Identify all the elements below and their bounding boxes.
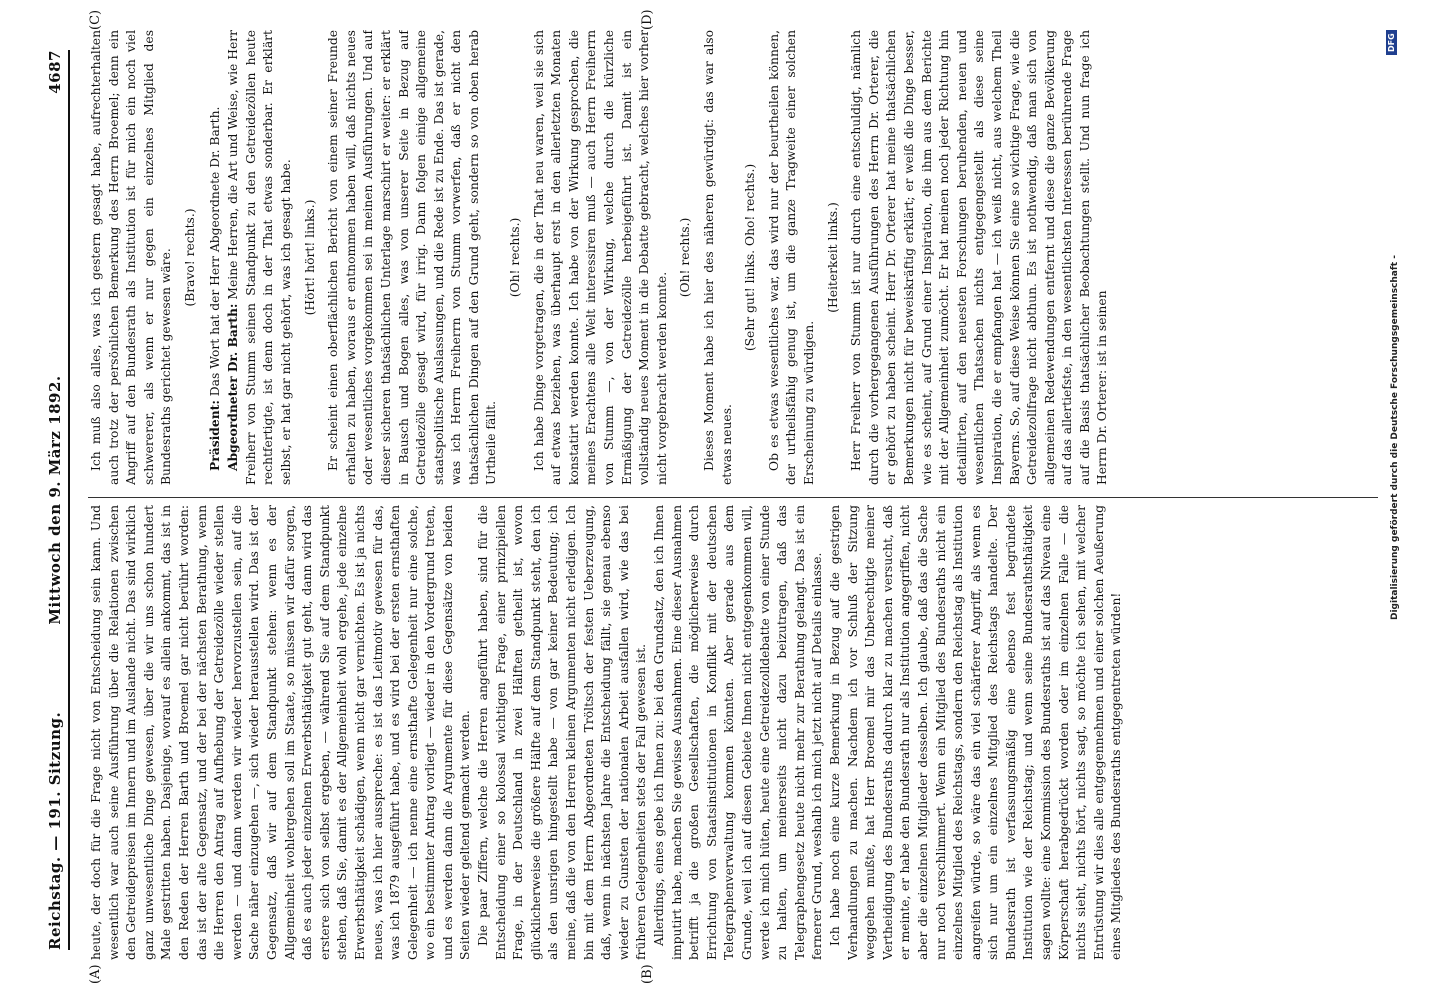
paragraph: heute, der doch für die Frage nicht von Entscheidung sein kann. Und wesentlich war auch seine Ausführung über die Relationen zwischen den Getreidepreisen im Innern und im Auslande nicht. Das sind wirklich ganz unwesentliche Dinge gewesen, über die wir uns schon hundert Male gestritten haben. Dasjenige, worauf es allein ankommt, das ist in den Reden der Herren Barth und Broemel gar nicht berührt worden: das ist der alte Gegensatz, und der bei der nächsten Berathung, wenn die Herren den Antrag auf Aufhebung der Getreidezölle wieder stellen werden — und dann werden wir wieder hervorzustellen sein, auf die Sache näher einzugehen —, sich wieder herausstellen wird. Das ist der Gegensatz, daß wir auf dem Standpunkt stehen: wenn es der Allgemeinheit wohlergehen soll im Staate, so müssen wir dafür sorgen, daß es auch jeder einzelnen Erwerbsthätigkeit gut geht, dann wird das erstere sich von selbst ergeben, — während Sie auf dem Standpunkt stehen, daß Sie, damit es der Allgemeinheit wohl ergehe, jede einzelne Erwerbsthätigkeit schädigen, wenn nicht gar vernichten. Es ist ja nichts neues, was ich hier ausspreche: es ist das Leitmotiv gewesen für das, was ich 1879 ausgeführt habe, und es wird bei der ersten ernsthaften Gelegenheit — ich nenne eine ernsthafte Gelegenheit nur eine solche, wo ein bestimmter Antrag vorliegt — wieder in den Vordergrund treten, und es werden dann die Argumente für diese Gegensätze von beiden Seiten wieder geltend gemacht werden. <box>89 505 473 960</box>
right-column <box>88 30 1378 485</box>
margin-marker-a: (A) <box>88 964 103 984</box>
paragraph: Er scheint einen oberflächlichen Bericht von einem seiner Freunde erhalten zu haben, woraus er entnommen haben will, daß nichts neues oder wesentliches vorgekommen sei in meinen Ausführungen. Und auf dieser sicheren thatsächlichen Unterlage marschirt er weiter: er erklärt in Bausch und Bogen alles, was von unserer Seite in Bezug auf Getreidezölle gesagt wird, für irrig. Dann folgen einige allgemeine staatspolitische Auslassungen, und die Rede ist zu Ende. Das ist gerade, was ich Herrn Freiherrn von Stumm vorwerfen, daß er nicht den thatsächlichen Dingen auf den Grund geht, sondern so von oben herab Urtheile fällt. <box>326 30 499 485</box>
speaker-name: Abgeordneter Dr. Barth: <box>225 303 241 471</box>
column-divider <box>88 497 1378 498</box>
paragraph: Ich habe noch eine kurze Bemerkung in Bezug auf die gestrigen Verhandlungen zu machen. Nachdem ich vor Schluß der Sitzung weggehen mußte, hat Herr Broemel mir das Unberechtigte meiner Vertheidigung des Bundesraths dadurch klar zu machen versucht, daß er meinte, er habe den Bundesrath nur als Institution angegriffen, nicht aber die einzelnen Mitglieder desselben. Ich glaube, daß das die Sache nur noch verschlimmert. Wenn ein Mitglied des Bundesraths nicht ein einzelnes Mitglied des Reichstags, sondern den Reichstag als Institution angreifen würde, so wäre das ein viel schärferer Angriff, als wenn es sich nur um ein einzelnes Mitglied des Reichstags handelte. Der Bundesrath ist verfassungsmäßig eine ebenso fest begründete Institution wie der Reichstag; und wenn seine Bundesrathsthätigkeit sagen wollte: eine Kommission des Bundesraths ist auf das Niveau eine Körperschaft herabgedrückt worden oder im einzelnen Falle — die nichts sieht, nichts hört, nichts sagt, so möchte ich sehen, mit welcher Entrüstung wir dies alle entgegennehmen und einer solchen Aeußerung eines Mitgliedes des Bundesraths entgegentreten würden! <box>827 505 1124 960</box>
paragraph: Die paar Ziffern, welche die Herren angeführt haben, sind für die Entscheidung einer so kolossal wichtigen Frage, einer prinzipiellen Frage, in der Deutschland in zwei Hälften getheilt ist, wovon glücklicherweise die größere Hälfte auf dem Standpunkt steht, den ich als den unsrigen hingestellt habe — von gar keiner Bedeutung; ich meine, daß die von den Herren kleinen Argumenten nicht erledigen. Ich bin mit dem Herrn Abgeordneten Tröltsch der festen Ueberzeugung, daß, wenn in nächsten Jahre die Entscheidung fällt, sie genau ebenso wieder zu Gunsten der nationalen Arbeit ausfallen wird, wie das bei früheren Gelegenheiten stets der Fall gewesen ist. <box>476 505 649 960</box>
reaction-note: (Bravo! rechts.) <box>182 208 197 307</box>
header-date: Mittwoch den 9. März 1892. <box>46 375 64 625</box>
speech-text: Meine Herren, die Art und Weise, wie Herr Freiherr von Stumm seinen Standpunkt zu den Getreidezöllen heute rechtfertigte, ist denn doch in der That etwas sonderbar. Er erklärt selbst, er hat gar nicht gehört, was ich gesagt habe. <box>226 30 293 485</box>
reaction-note: (Heiterkeit links.) <box>825 202 840 313</box>
reaction-note: (Oh! rechts.) <box>508 217 523 298</box>
margin-marker-d: (D) <box>640 9 655 30</box>
speaker-paragraph <box>224 30 295 485</box>
reaction-note: (Sehr gut! links. Oho! rechts.) <box>743 163 758 352</box>
reaction-note: (Oh! rechts.) <box>678 217 693 298</box>
paragraph: Ich habe Dinge vorgetragen, die in der That neu waren, weil sie sich auf etwas beziehen, was überhaupt erst in den allerletzten Monaten konstatirt werden konnte. Ich habe von der Wirkung gesprochen, die meines Erachtens alle Welt interessiren muß — auch Herrn Freiherrn von Stumm —, von der Wirkung, welche durch die kürzliche Ermäßigung der Getreidezölle herbeigeführt ist. Damit ist ein vollständig neues Moment in die Debatte gebracht, welches hier vorher nicht vorgebracht werden konnte. <box>531 30 669 485</box>
margin-marker-c: (C) <box>88 9 103 30</box>
page-header <box>40 50 70 950</box>
left-column <box>88 505 1378 960</box>
digitization-credit: Digitalisierung gefördert durch die Deutsche Forschungsgemeinschaft - <box>1390 255 1400 620</box>
reaction-note: (Hört! hört! links.) <box>302 199 317 316</box>
paragraph: Ich muß also alles, was ich gestern gesagt habe, aufrechterhalten auch trotz der persönlichen Bemerkung des Herrn Broemel; denn ein Angriff auf den Bundesrath als Institution ist für mich ein noch viel schwererer, als wenn er nur gegen ein einzelnes Mitglied des Bundesraths gerichtet gewesen wäre. <box>89 30 174 485</box>
dfg-logo: DFG <box>1386 30 1397 55</box>
paragraph: Ob es etwas wesentliches war, das wird nur der beurtheilen können, der urtheilsfähig genug ist, um die ganze Tragweite einer solchen Erscheinung zu würdigen. <box>766 30 816 485</box>
header-session: Reichstag. — 191. Sitzung. <box>46 711 64 950</box>
paragraph: Dieses Moment habe ich hier des näheren gewürdigt: das war also etwas neues. <box>702 30 734 485</box>
paragraph: Allerdings, eines gebe ich Ihnen zu: bei den Grundsatz, den ich Ihnen imputirt habe, machen Sie gewisse Ausnahmen. Eine dieser Ausnahmen betrifft ja die großen Gesellschaften, die möglicherweise durch Errichtung von Staatsinstitutionen in Konflikt mit der deutschen Telegraphenverwaltung kommen könnten. Aber gerade aus dem Grunde, weil ich auf diesen Gebiete Ihnen nicht entgegenkommen will, werde ich mich hüten, heute eine Getreidezolldebatte von einer Stunde zu halten, um meinerseits nicht dazu beizutragen, daß das Telegraphengesetz heute nicht mehr zur Berathung gelangt. Das ist ein fernerer Grund, weshalb ich mich jetzt nicht auf Details einlasse. <box>652 505 825 960</box>
header-page-number: 4687 <box>46 50 64 94</box>
paragraph: Herr Freiherr von Stumm ist nur durch eine entschuldigt, nämlich durch die vorhergegangenen Ausführungen des Herrn Dr. Orterer, die er gehört zu haben scheint. Herr Dr. Orterer hat meine thatsächlichen Bemerkungen nicht für beweiskräftig erklärt; er weiß die Dinge besser, wie es scheint, auf Grund einer Inspiration, die ihm aus dem Berichte mit der Allgemeinheit zumöcht. Er hat meinen noch jeder Richtung hin detaillirten, auf den neuesten Forschungen beruhenden, neuen und wesentlichen Thatsachen nichts entgegengestellt als diese seine Inspiration, die er empfangen hat — ich weiß nicht, aus welchem Theil Bayerns. So, auf diese Weise können Sie eine so wichtige Frage, wie die Getreidezollfrage nicht abthun. Es ist nothwendig, daß man sich von allgemeinen Redewendungen entfernt und diese die ganze Bevölkerung auf das allertiefste, in den wesentlichsten Interessen berührende Frage auf die Basis thatsächlicher Beobachtungen stellt. Und nun frage ich Herrn Dr. Orterer: ist in seinen <box>849 30 1110 485</box>
speaker-paragraph <box>206 30 225 485</box>
margin-marker-b: (B) <box>640 964 655 984</box>
header-rule <box>68 50 70 950</box>
speaker-name: Präsident: <box>206 400 222 471</box>
speech-text: Das Wort hat der Herr Abgeordnete Dr. Barth. <box>207 106 222 397</box>
